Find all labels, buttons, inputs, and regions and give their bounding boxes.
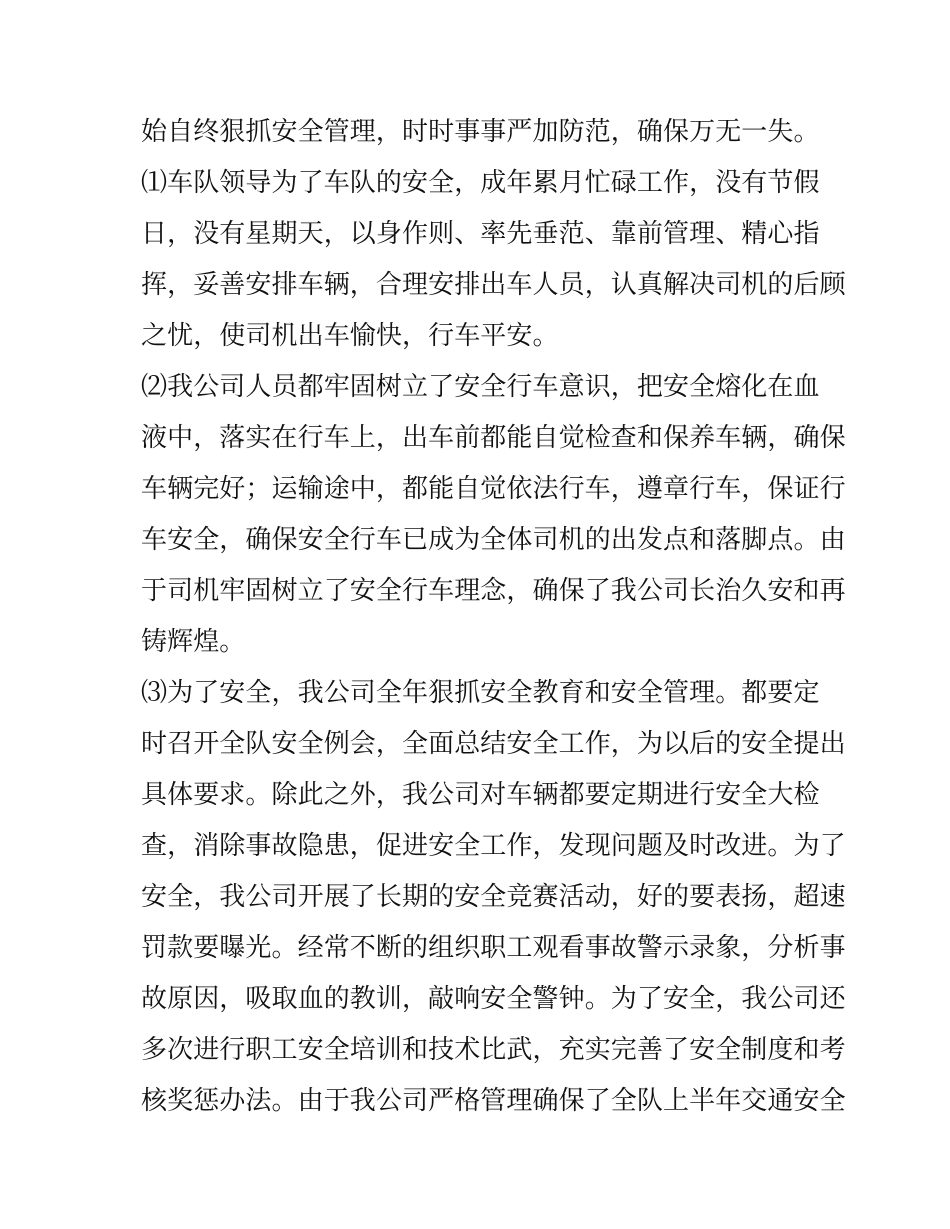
text-line: 核奖惩办法。由于我公司严格管理确保了全队上半年交通安全 bbox=[141, 1086, 846, 1116]
document-body bbox=[141, 107, 846, 1127]
text-line: 之忧，使司机出车愉快，行车平安。 bbox=[141, 321, 559, 351]
text-line: ⑶为了安全，我公司全年狠抓安全教育和安全管理。都要定 bbox=[141, 678, 820, 708]
text-line: ⑵我公司人员都牢固树立了安全行车意识，把安全熔化在血 bbox=[141, 372, 820, 402]
text-line: 时召开全队安全例会，全面总结安全工作，为以后的安全提出 bbox=[141, 729, 846, 759]
text-line: 液中，落实在行车上，出车前都能自觉检查和保养车辆，确保 bbox=[141, 423, 846, 453]
text-line: ⑴车队领导为了车队的安全，成年累月忙碌工作，没有节假 bbox=[141, 168, 820, 198]
text-line: 具体要求。除此之外，我公司对车辆都要定期进行安全大检 bbox=[141, 780, 820, 810]
text-line: 始自终狠抓安全管理，时时事事严加防范，确保万无一失。 bbox=[141, 117, 820, 147]
text-line: 于司机牢固树立了安全行车理念，确保了我公司长治久安和再 bbox=[141, 576, 846, 606]
text-line: 安全，我公司开展了长期的安全竞赛活动，好的要表扬，超速 bbox=[141, 882, 846, 912]
text-line: 车辆完好；运输途中，都能自觉依法行车，遵章行车，保证行 bbox=[141, 474, 846, 504]
text-line: 铸辉煌。 bbox=[141, 627, 246, 657]
text-line: 查，消除事故隐患，促进安全工作，发现问题及时改进。为了 bbox=[141, 831, 846, 861]
text-line: 日，没有星期天，以身作则、率先垂范、靠前管理、精心指 bbox=[141, 219, 820, 249]
text-line: 罚款要曝光。经常不断的组织职工观看事故警示录象，分析事 bbox=[141, 933, 846, 963]
text-line: 挥，妥善安排车辆，合理安排出车人员，认真解决司机的后顾 bbox=[141, 270, 846, 300]
text-line: 车安全，确保安全行车已成为全体司机的出发点和落脚点。由 bbox=[141, 525, 846, 555]
text-line: 多次进行职工安全培训和技术比武，充实完善了安全制度和考 bbox=[141, 1035, 846, 1065]
text-line: 故原因，吸取血的教训，敲响安全警钟。为了安全，我公司还 bbox=[141, 984, 846, 1014]
